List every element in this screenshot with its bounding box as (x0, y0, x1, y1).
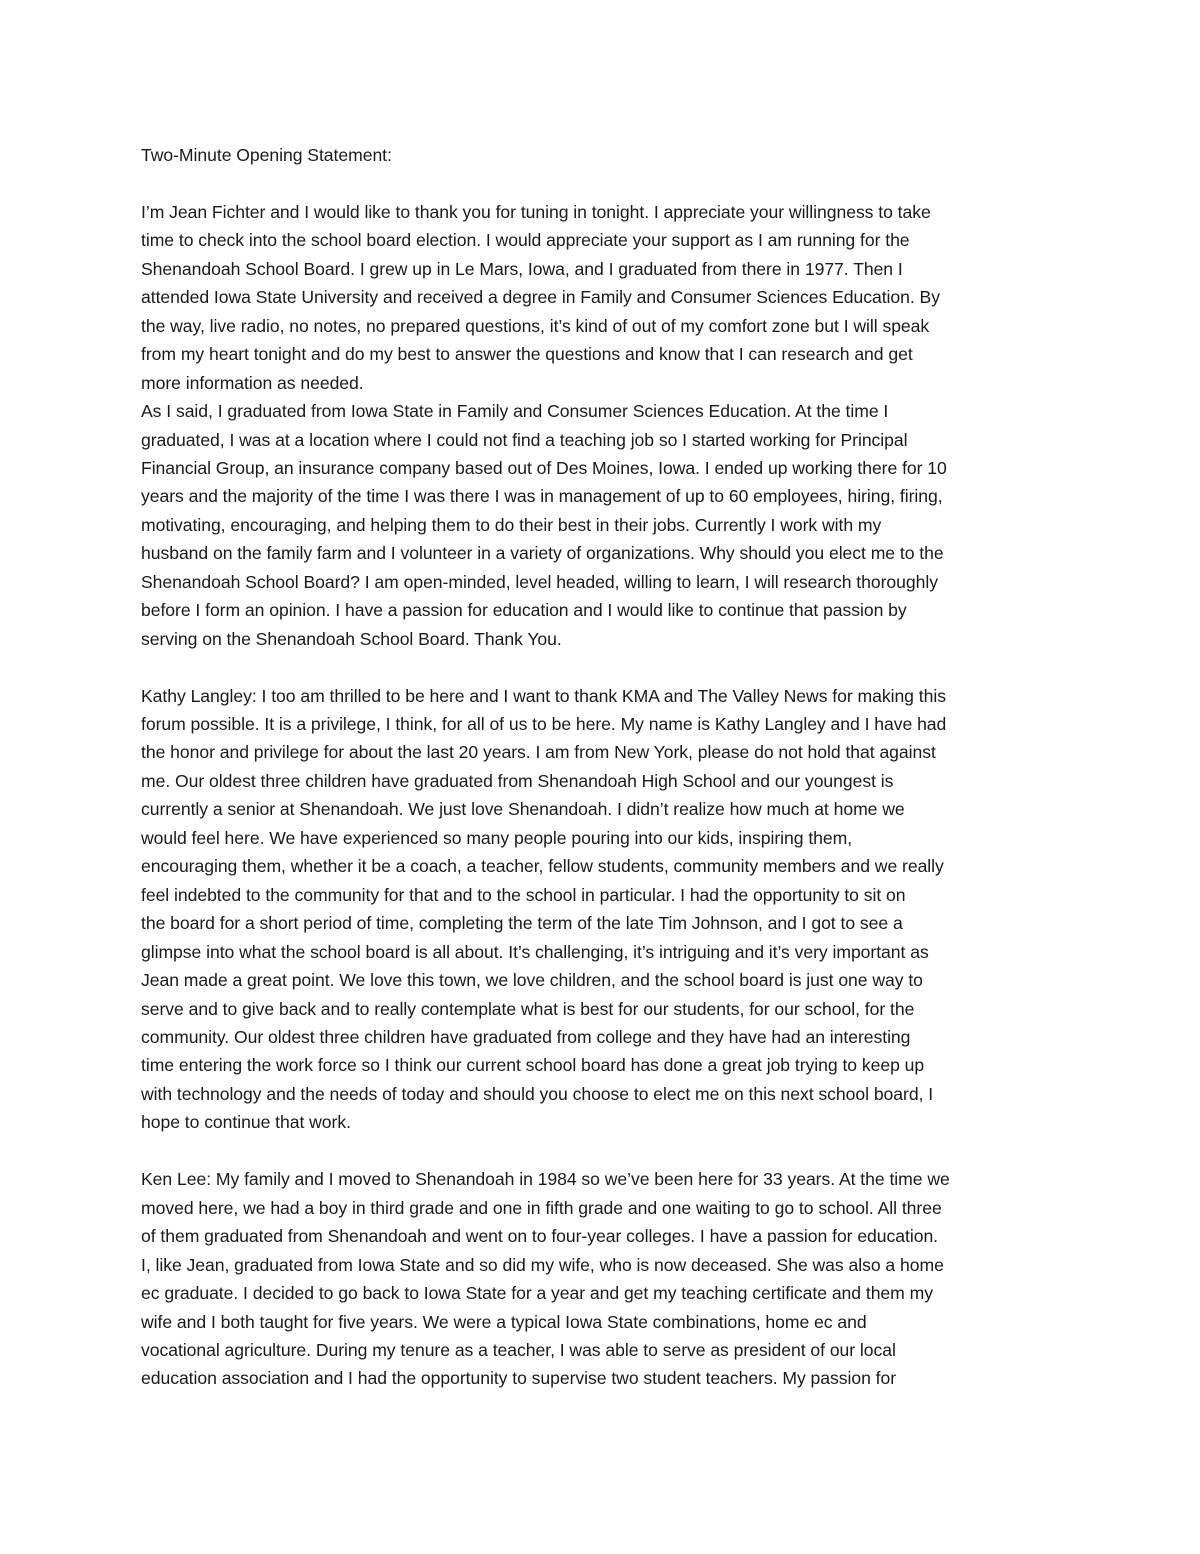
text-line: motivating, encouraging, and helping them to do their best in their jobs. Currently I work with my (141, 514, 882, 535)
text-line: more information as needed. (141, 372, 364, 393)
text-line: feel indebted to the community for that and to the school in particular. I had the opportunity to sit on (141, 884, 906, 905)
text-line: from my heart tonight and do my best to answer the questions and know that I can research and get (141, 344, 913, 365)
text-line: years and the majority of the time I was there I was in management of up to 60 employees, hiring, firing, (141, 486, 943, 507)
document-body (141, 141, 1066, 1393)
text-line: would feel here. We have experienced so many people pouring into our kids, inspiring them, (141, 827, 853, 848)
paragraph-kathy-langley (141, 682, 1066, 1137)
text-line: me. Our oldest three children have graduated from Shenandoah High School and our youngest is (141, 770, 894, 791)
text-line: community. Our oldest three children have graduated from college and they have had an interesting (141, 1027, 911, 1048)
text-line: Jean made a great point. We love this town, we love children, and the school board is just one way to (141, 970, 923, 991)
text-line: graduated, I was at a location where I could not find a teaching job so I started working for Principal (141, 429, 908, 450)
paragraph-jean-fichter (141, 198, 1066, 653)
text-line: with technology and the needs of today and should you choose to elect me on this next school board, I (141, 1083, 934, 1104)
paragraph-spacer (141, 1137, 1066, 1165)
text-line: the way, live radio, no notes, no prepared questions, it’s kind of out of my comfort zone but I will speak (141, 315, 930, 336)
document-heading: Two-Minute Opening Statement: (141, 145, 392, 165)
text-line: Ken Lee: My family and I moved to Shenandoah in 1984 so we’ve been here for 33 years. At the time we (141, 1169, 950, 1190)
text-line: I, like Jean, graduated from Iowa State and so did my wife, who is now deceased. She was also a home (141, 1254, 944, 1275)
text-line: glimpse into what the school board is all about. It’s challenging, it’s intriguing and it’s very important as (141, 941, 929, 962)
text-line: time entering the work force so I think our current school board has done a great job trying to keep up (141, 1055, 925, 1076)
text-line: Kathy Langley: I too am thrilled to be here and I want to thank KMA and The Valley News for making this (141, 685, 946, 706)
text-line: Shenandoah School Board? I am open-minded, level headed, willing to learn, I will research thoroughly (141, 571, 938, 592)
text-line: wife and I both taught for five years. We were a typical Iowa State combinations, home ec and (141, 1311, 867, 1332)
text-line: currently a senior at Shenandoah. We just love Shenandoah. I didn’t realize how much at home we (141, 799, 905, 820)
text-line: forum possible. It is a privilege, I think, for all of us to be here. My name is Kathy Langley and I have had (141, 714, 947, 735)
text-line: time to check into the school board election. I would appreciate your support as I am running for the (141, 230, 910, 251)
text-line: husband on the family farm and I volunteer in a variety of organizations. Why should you elect me to the (141, 543, 944, 564)
text-line: education association and I had the opportunity to supervise two student teachers. My passion for (141, 1368, 897, 1389)
paragraph-ken-lee (141, 1165, 1066, 1393)
text-line: As I said, I graduated from Iowa State in Family and Consumer Sciences Education. At the time I (141, 401, 889, 422)
text-line: of them graduated from Shenandoah and went on to four-year colleges. I have a passion for education. (141, 1226, 939, 1247)
text-line: encouraging them, whether it be a coach, a teacher, fellow students, community members and we really (141, 856, 944, 877)
text-line: moved here, we had a boy in third grade and one in fifth grade and one waiting to go to school. All three (141, 1197, 942, 1218)
text-line: attended Iowa State University and received a degree in Family and Consumer Sciences Education. By (141, 287, 940, 308)
text-line: Financial Group, an insurance company based out of Des Moines, Iowa. I ended up working there for 10 (141, 457, 947, 478)
text-line: before I form an opinion. I have a passion for education and I would like to continue that passion by (141, 600, 907, 621)
text-line: vocational agriculture. During my tenure as a teacher, I was able to serve as president of our local (141, 1339, 896, 1360)
text-line: the honor and privilege for about the last 20 years. I am from New York, please do not hold that against (141, 742, 936, 763)
text-line: hope to continue that work. (141, 1112, 351, 1133)
text-line: the board for a short period of time, completing the term of the late Tim Johnson, and I got to see a (141, 913, 903, 934)
text-line: ec graduate. I decided to go back to Iowa State for a year and get my teaching certificate and them my (141, 1283, 933, 1304)
text-line: I’m Jean Fichter and I would like to thank you for tuning in tonight. I appreciate your willingness to take (141, 201, 931, 222)
text-line: serve and to give back and to really contemplate what is best for our students, for our school, for the (141, 998, 915, 1019)
paragraph-spacer (141, 653, 1066, 681)
paragraph-spacer (141, 169, 1066, 197)
text-line: serving on the Shenandoah School Board. Thank You. (141, 628, 562, 649)
text-line: Shenandoah School Board. I grew up in Le Mars, Iowa, and I graduated from there in 1977. Then I (141, 258, 903, 279)
